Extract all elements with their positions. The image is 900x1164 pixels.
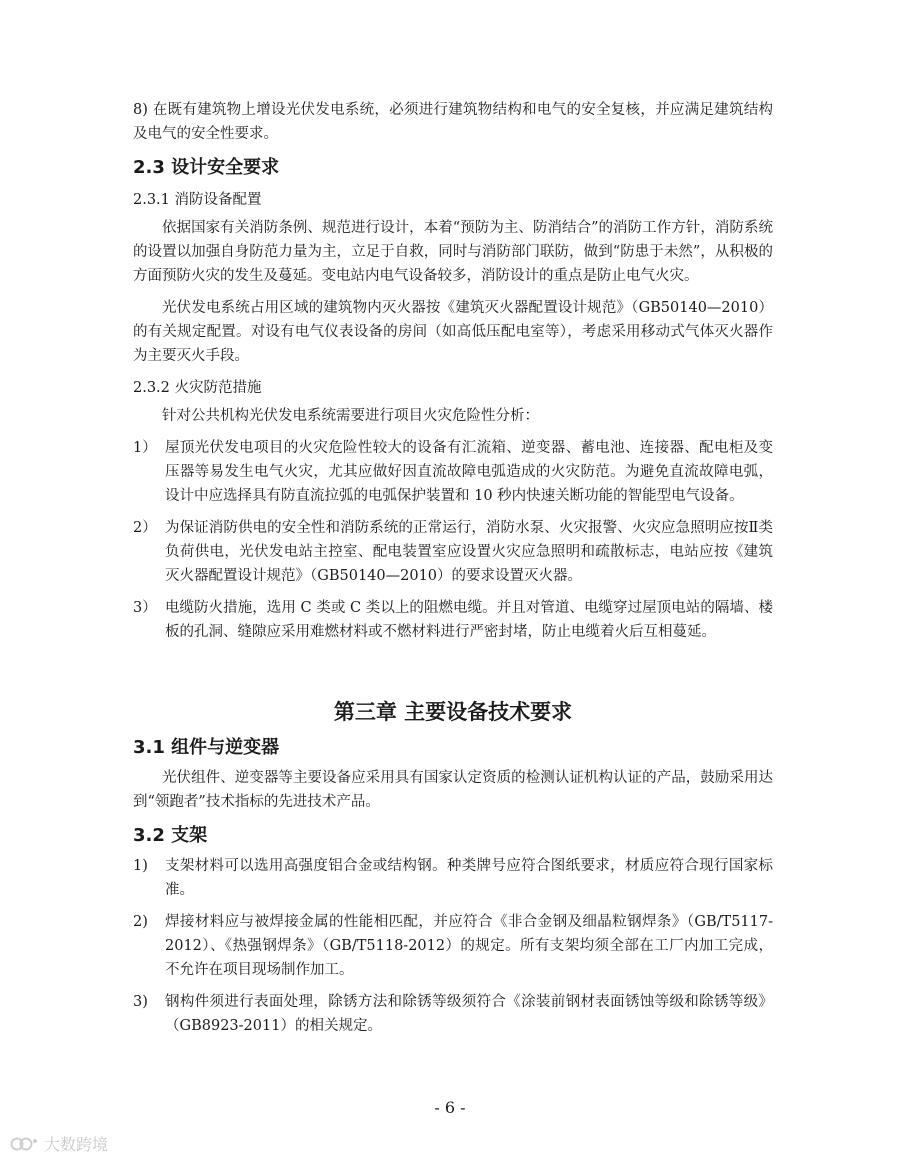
item-text: 屋顶光伏发电项目的火灾危险性较大的设备有汇流箱、逆变器、蓄电池、连接器、配电柜及变压器等易发生电气火灾，尤其应做好因直流故障电弧造成的火灾防范。为避免直流故障电弧，设计中应选择具有防直流拉弧的电弧保护装置和 10 秒内快速关断功能的智能型电气设备。 [165,440,773,504]
chapter-title: 第三章 主要设备技术要求 [333,700,573,724]
section-heading-3-2: 3.2 支架 [133,825,208,846]
item-text: 焊接材料应与被焊接金属的性能相匹配，并应符合《非合金钢及细晶粒钢焊条》（GB/T5117-2012）、《热强钢焊条》（GB/T5118-2012）的规定。所有支架均须全部在工厂内加工完成，不允许在项目现场制作加工。 [165,914,773,978]
item-number: 2） [133,520,157,536]
item-number: 1) [133,858,148,874]
item-text: 为保证消防供电的安全性和消防系统的正常运行，消防水泵、火灾报警、火灾应急照明应按Ⅱ类负荷供电，光伏发电站主控室、配电装置室应设置火灾应急照明和疏散标志，电站应按《建筑灭火器配置设计规范》（GB50140—2010）的要求设置灭火器。 [165,520,773,584]
list-item [133,854,773,902]
subsection-heading-2-3-2: 2.3.2 火灾防范措施 [133,380,262,396]
item-text: 钢构件须进行表面处理，除锈方法和除锈等级须符合《涂装前钢材表面锈蚀等级和除锈等级》（GB8923-2011）的相关规定。 [165,994,773,1034]
section-heading-2-3: 2.3 设计安全要求 [133,157,280,178]
item-text: 在既有建筑物上增设光伏发电系统，必须进行建筑物结构和电气的安全复核，并应满足建筑结构及电气的安全性要求。 [133,102,774,142]
watermark [10,1132,108,1155]
paragraph: 光伏组件、逆变器等主要设备应采用具有国家认定资质的检测认证机构认证的产品，鼓励采用达到“领跑者”技术指标的先进技术产品。 [133,770,773,810]
list-item [133,516,773,588]
paragraph: 依据国家有关消防条例、规范进行设计，本着“预防为主、防消结合”的消防工作方针，消防系统的设置以加强自身防范力量为主，立足于自救，同时与消防部门联防，做到“防患于未然”，从积极的方面预防火灾的发生及蔓延。变电站内电气设备较多，消防设计的重点是防止电气火灾。 [133,220,773,284]
list-item [133,990,773,1038]
item-number: 3) [133,994,148,1010]
list-item [133,596,773,644]
watermark-text: 大数跨境 [44,1135,109,1154]
paragraph: 光伏发电系统占用区域的建筑物内灭火器按《建筑灭火器配置设计规范》（GB50140—2010）的有关规定配置。对设有电气仪表设备的房间（如高低压配电室等），考虑采用移动式气体灭火器作为主要灭火手段。 [133,300,773,364]
subsection-heading-2-3-1: 2.3.1 消防设备配置 [133,192,262,208]
paragraph-intro: 针对公共机构光伏发电系统需要进行项目火灾危险性分析： [162,408,539,424]
page-number: - 6 - [434,1098,466,1117]
item-number: 2) [133,914,148,930]
section-heading-3-1: 3.1 组件与逆变器 [133,737,280,758]
item-text: 电缆防火措施，选用 C 类或 C 类以上的阻燃电缆。并且对管道、电缆穿过屋顶电站的隔墙、楼板的孔洞、缝隙应采用难燃材料或不燃材料进行严密封堵，防止电缆着火后互相蔓延。 [165,600,773,640]
item-text: 支架材料可以选用高强度铝合金或结构钢。种类牌号应符合图纸要求，材质应符合现行国家标准。 [165,858,773,898]
document-page [133,98,773,1046]
watermark-logo-icon [10,1135,40,1153]
item-number: 8) [133,102,148,118]
list-item [133,436,773,508]
list-item [133,910,773,982]
item-number: 3） [133,600,157,616]
paragraph-top-item-8 [133,98,773,146]
item-number: 1） [133,440,157,456]
